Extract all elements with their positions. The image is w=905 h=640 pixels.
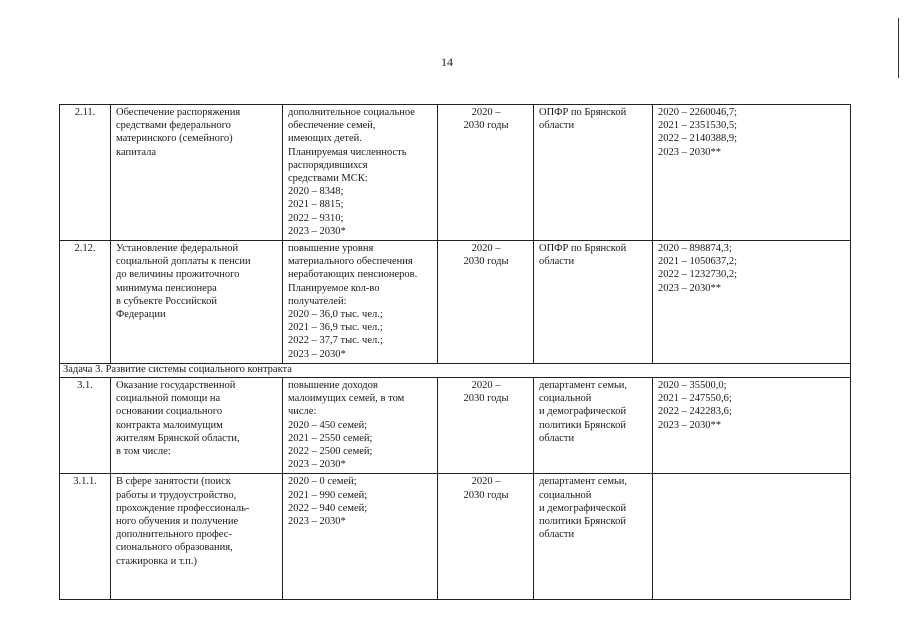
- cell-text-line: В сфере занятости (поиск: [116, 476, 231, 488]
- cell-text-line: дополнительного профес-: [116, 529, 232, 541]
- cell-text-line: области: [539, 120, 575, 132]
- measures-table-body: [60, 105, 851, 600]
- measure-name: [111, 474, 283, 600]
- cell-text-line: 2020 –: [471, 476, 501, 488]
- section-row: [60, 364, 851, 378]
- cell-text-line: неработающих пенсионеров.: [288, 269, 418, 281]
- expected-result: [283, 241, 438, 364]
- cell-text-line: 2020 – 2260046,7;: [658, 107, 738, 118]
- cell-text-line: и демографической: [539, 406, 627, 418]
- measures-table: [59, 104, 851, 600]
- cell-text-line: 2021 – 8815;: [288, 199, 344, 211]
- funding: [653, 474, 851, 600]
- cell-text-line: ного обучения и получение: [116, 516, 239, 528]
- cell-text-line: политики Брянской: [539, 419, 626, 431]
- cell-text-line: департамент семьи,: [539, 380, 628, 392]
- cell-text-line: 2023 – 2030**: [658, 419, 721, 431]
- cell-text-line: стажировка и т.п.): [116, 555, 198, 567]
- cell-text-line: дополнительное социальное: [288, 107, 415, 118]
- cell-text-line: 2023 – 2030*: [288, 348, 346, 360]
- cell-text-line: средствами МСК:: [288, 173, 368, 185]
- cell-text-line: получателей:: [288, 295, 347, 307]
- executor: [534, 241, 653, 364]
- cell-text-line: социальной помощи на: [116, 393, 221, 405]
- section-title: Задача 3. Развитие системы социального контракта: [60, 364, 851, 378]
- cell-text-line: ОПФР по Брянской: [539, 243, 627, 255]
- cell-text-line: 2021 – 247550,6;: [658, 393, 732, 405]
- cell-text-line: 2021 – 1050637,2;: [658, 256, 738, 268]
- cell-text-line: 2023 – 2030**: [658, 146, 721, 158]
- implementation-years: [438, 378, 534, 474]
- cell-text-line: повышение доходов: [288, 380, 378, 392]
- executor: [534, 105, 653, 241]
- cell-text-line: 2022 – 9310;: [288, 212, 344, 224]
- cell-text-line: департамент семьи,: [539, 476, 628, 488]
- cell-text-line: распорядившихся: [288, 159, 368, 171]
- cell-text-line: средствами федерального: [116, 120, 231, 132]
- cell-text-line: и демографической: [539, 502, 627, 514]
- table-row: [60, 474, 851, 600]
- cell-text-line: Планируемое кол-во: [288, 282, 380, 294]
- expected-result: [283, 378, 438, 474]
- cell-text-line: материнского (семейного): [116, 133, 233, 145]
- table-row: [60, 105, 851, 241]
- cell-text-line: 2021 – 990 семей;: [288, 489, 368, 501]
- cell-text-line: 2020 –: [471, 243, 501, 255]
- cell-text-line: прохождение профессиональ-: [116, 502, 250, 514]
- cell-text-line: капитала: [116, 146, 157, 158]
- cell-text-line: 2020 – 36,0 тыс. чел.;: [288, 309, 383, 321]
- cell-text-line: Установление федеральной: [116, 243, 239, 255]
- cell-text-line: 2030 годы: [463, 489, 509, 501]
- cell-text-line: области: [539, 529, 575, 541]
- cell-text-line: 2022 – 242283,6;: [658, 406, 732, 418]
- cell-text-line: основании социального: [116, 406, 223, 418]
- funding: [653, 378, 851, 474]
- table-row: [60, 241, 851, 364]
- cell-text-line: имеющих детей.: [288, 133, 362, 145]
- cell-text-line: 2021 – 2550 семей;: [288, 432, 373, 444]
- cell-text-line: 2020 – 35500,0;: [658, 380, 727, 392]
- cell-text-line: 2022 – 2500 семей;: [288, 446, 373, 458]
- row-number: 2.12.: [60, 241, 111, 364]
- cell-text-line: жителям Брянской области,: [116, 432, 240, 444]
- cell-text-line: 2022 – 37,7 тыс. чел.;: [288, 335, 383, 347]
- cell-text-line: 2023 – 2030*: [288, 459, 346, 471]
- cell-text-line: 2021 – 2351530,5;: [658, 120, 738, 132]
- cell-text-line: Федерации: [116, 309, 166, 321]
- implementation-years: [438, 105, 534, 241]
- row-number: 3.1.: [60, 378, 111, 474]
- cell-text-line: 2030 годы: [463, 393, 509, 405]
- cell-text-line: социальной: [539, 489, 592, 501]
- cell-text-line: до величины прожиточного: [116, 269, 240, 281]
- cell-text-line: 2021 – 36,9 тыс. чел.;: [288, 322, 383, 334]
- measure-name: [111, 378, 283, 474]
- cell-text-line: Обеспечение распоряжения: [116, 107, 241, 118]
- cell-text-line: минимума пенсионера: [116, 282, 217, 294]
- margin-mark: [898, 18, 899, 78]
- cell-text-line: 2030 годы: [463, 120, 509, 132]
- cell-text-line: числе:: [288, 406, 317, 418]
- funding: [653, 105, 851, 241]
- executor: [534, 378, 653, 474]
- cell-text-line: в субъекте Российской: [116, 295, 217, 307]
- expected-result: [283, 105, 438, 241]
- cell-text-line: 2022 – 1232730,2;: [658, 269, 738, 281]
- cell-text-line: области: [539, 256, 575, 268]
- cell-text-line: 2020 – 450 семей;: [288, 419, 368, 431]
- row-number: 3.1.1.: [60, 474, 111, 600]
- cell-text-line: 2023 – 2030*: [288, 225, 346, 237]
- measure-name: [111, 105, 283, 241]
- cell-text-line: области: [539, 432, 575, 444]
- cell-text-line: 2020 –: [471, 380, 501, 392]
- cell-text-line: Оказание государственной: [116, 380, 236, 392]
- cell-text-line: в том числе:: [116, 446, 171, 458]
- cell-text-line: 2023 – 2030*: [288, 516, 346, 528]
- cell-text-line: 2022 – 940 семей;: [288, 502, 368, 514]
- cell-text-line: малоимущих семей, в том: [288, 393, 405, 405]
- cell-text-line: 2022 – 2140388,9;: [658, 133, 738, 145]
- row-number: 2.11.: [60, 105, 111, 241]
- cell-text-line: работы и трудоустройство,: [116, 489, 237, 501]
- cell-text-line: политики Брянской: [539, 516, 626, 528]
- executor: [534, 474, 653, 600]
- cell-text-line: социальной доплаты к пенсии: [116, 256, 251, 268]
- cell-text-line: 2023 – 2030**: [658, 282, 721, 294]
- expected-result: [283, 474, 438, 600]
- cell-text-line: 2020 –: [471, 107, 501, 118]
- measure-name: [111, 241, 283, 364]
- cell-text-line: повышение уровня: [288, 243, 374, 255]
- cell-text-line: сионального образования,: [116, 542, 233, 554]
- cell-text-line: социальной: [539, 393, 592, 405]
- cell-text-line: контракта малоимущим: [116, 419, 223, 431]
- table-row: [60, 378, 851, 474]
- cell-text-line: обеспечение семей,: [288, 120, 376, 132]
- implementation-years: [438, 241, 534, 364]
- implementation-years: [438, 474, 534, 600]
- cell-text-line: материального обеспечения: [288, 256, 413, 268]
- cell-text-line: 2020 – 898874,3;: [658, 243, 732, 255]
- cell-text-line: Планируемая численность: [288, 146, 407, 158]
- cell-text-line: 2030 годы: [463, 256, 509, 268]
- cell-text-line: ОПФР по Брянской: [539, 107, 627, 118]
- cell-text-line: 2020 – 0 семей;: [288, 476, 357, 488]
- cell-text-line: 2020 – 8348;: [288, 186, 344, 198]
- page-number: 14: [441, 55, 453, 69]
- funding: [653, 241, 851, 364]
